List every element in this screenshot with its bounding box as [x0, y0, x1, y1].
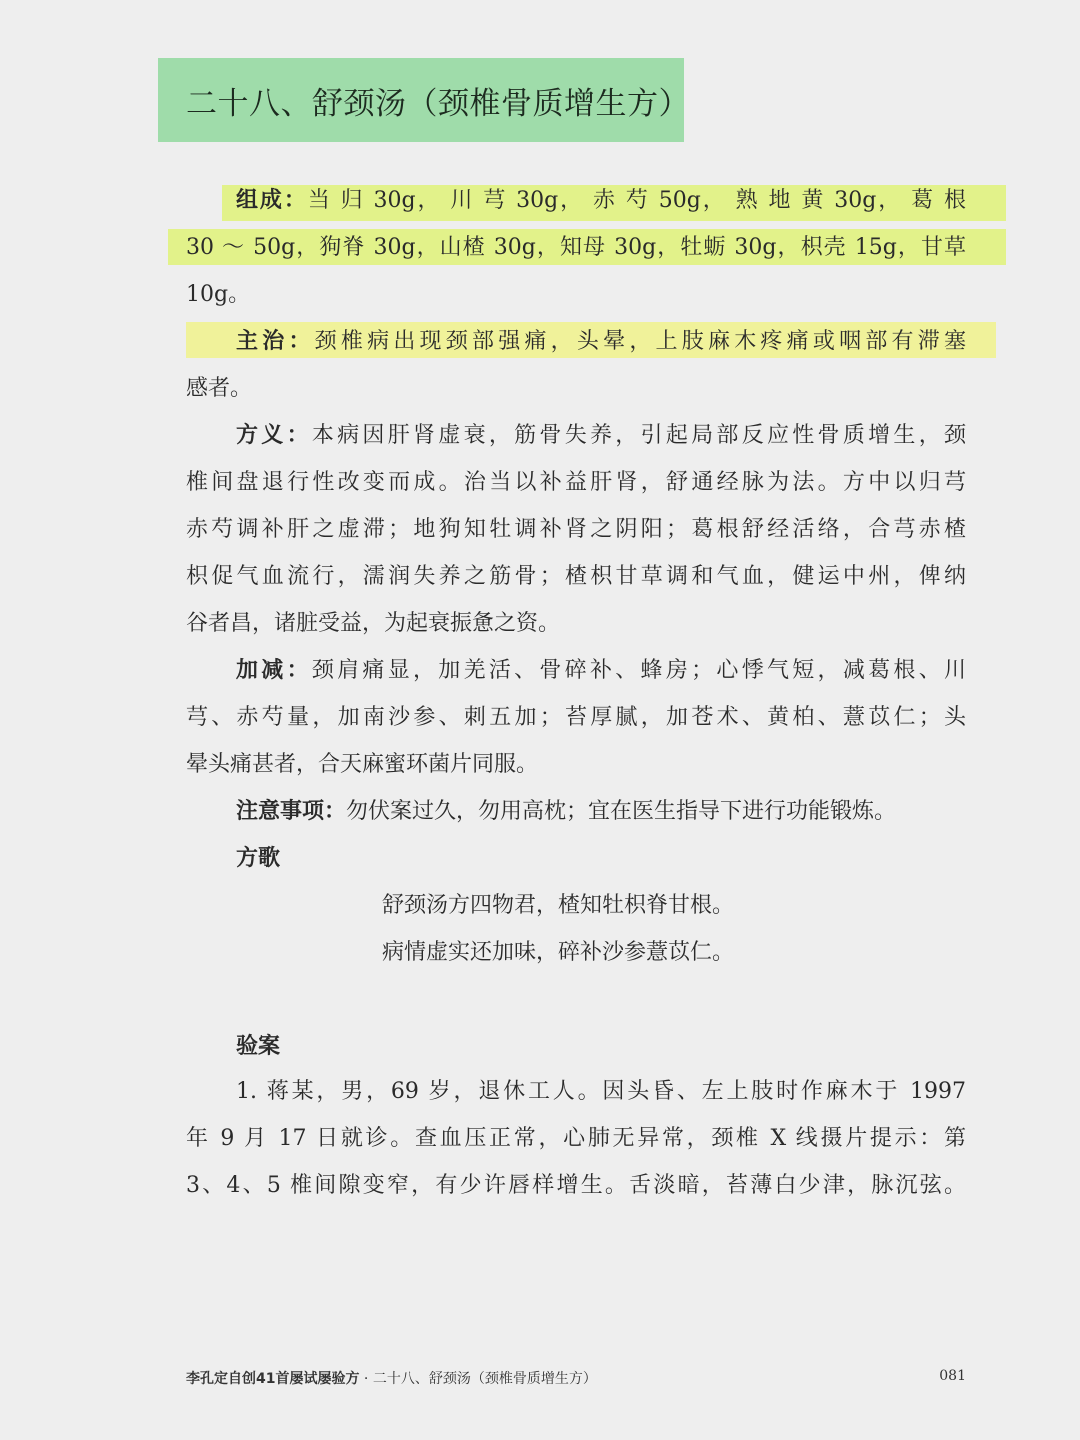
footer-chapter: 二十八、舒颈汤（颈椎骨质增生方） [372, 1371, 597, 1387]
footer-book-title: 李孔定自创41首屡试屡验方 [186, 1371, 360, 1387]
rationale-line-4: 枳促气血流行，濡润失养之筋骨；楂枳甘草调和气血，健运中州，俾纳 [186, 564, 966, 589]
composition-line-2: 30 ～ 50g，狗脊 30g，山楂 30g，知母 30g，牡蛎 30g，枳壳 15g，甘草 [186, 235, 966, 260]
verse-line-2: 病情虚实还加味，碎补沙参薏苡仁。 [382, 940, 735, 965]
modification-line-1: 加减：颈肩痛显，加羌活、骨碎补、蜂房；心悸气短，减葛根、川 [236, 658, 966, 683]
modification-label: 加减： [236, 658, 312, 683]
notes-label: 注意事项： [236, 799, 347, 824]
case-line-2: 年 9 月 17 日就诊。查血压正常，心肺无异常，颈椎 X 线摄片提示：第 [186, 1126, 966, 1151]
rationale-line-1: 方义：本病因肝肾虚衰，筋骨失养，引起局部反应性骨质增生，颈 [236, 423, 966, 448]
rationale-line-3: 赤芍调补肝之虚滞；地狗知牡调补肾之阴阳；葛根舒经活络，合芎赤楂 [186, 517, 966, 542]
title-highlight [158, 58, 690, 142]
composition-label: 组成： [236, 188, 308, 213]
indication-line-1: 主治：颈椎病出现颈部强痛，头晕，上肢麻木疼痛或咽部有滞塞 [236, 329, 966, 354]
notes-line: 注意事项：勿伏案过久，勿用高枕；宜在医生指导下进行功能锻炼。 [236, 799, 897, 824]
page-footer [186, 1368, 966, 1392]
case-line-1: 1. 蒋某，男，69 岁，退休工人。因头昏、左上肢时作麻木于 1997 [236, 1079, 966, 1104]
page-title: 二十八、舒颈汤（颈椎骨质增生方） [186, 86, 690, 122]
case-line-3: 3、4、5 椎间隙变窄，有少许唇样增生。舌淡暗，苔薄白少津，脉沉弦。 [186, 1173, 966, 1198]
modification-line-3: 晕头痛甚者，合天麻蜜环菌片同服。 [186, 752, 539, 777]
rationale-line-5: 谷者昌，诸脏受益，为起衰振惫之资。 [186, 611, 561, 636]
footer-running-title [186, 1368, 597, 1388]
indication-label: 主治： [236, 329, 315, 354]
page-number: 081 [939, 1368, 966, 1384]
composition-line-3: 10g。 [186, 282, 251, 307]
case-label: 验案 [236, 1034, 281, 1059]
modification-line-2: 芎、赤芍量，加南沙参、刺五加；苔厚腻，加苍术、黄柏、薏苡仁；头 [186, 705, 966, 730]
indication-line-2: 感者。 [186, 376, 253, 401]
verse-label: 方歌 [236, 846, 281, 871]
verse-line-1: 舒颈汤方四物君，楂知牡枳脊甘根。 [382, 893, 735, 918]
footer-separator: · [359, 1371, 373, 1387]
composition-line-1: 组成：当 归 30g， 川 芎 30g， 赤 芍 50g， 熟 地 黄 30g， 葛 根 [236, 188, 966, 213]
rationale-label: 方义： [236, 423, 312, 448]
rationale-line-2: 椎间盘退行性改变而成。治当以补益肝肾，舒通经脉为法。方中以归芎 [186, 470, 966, 495]
